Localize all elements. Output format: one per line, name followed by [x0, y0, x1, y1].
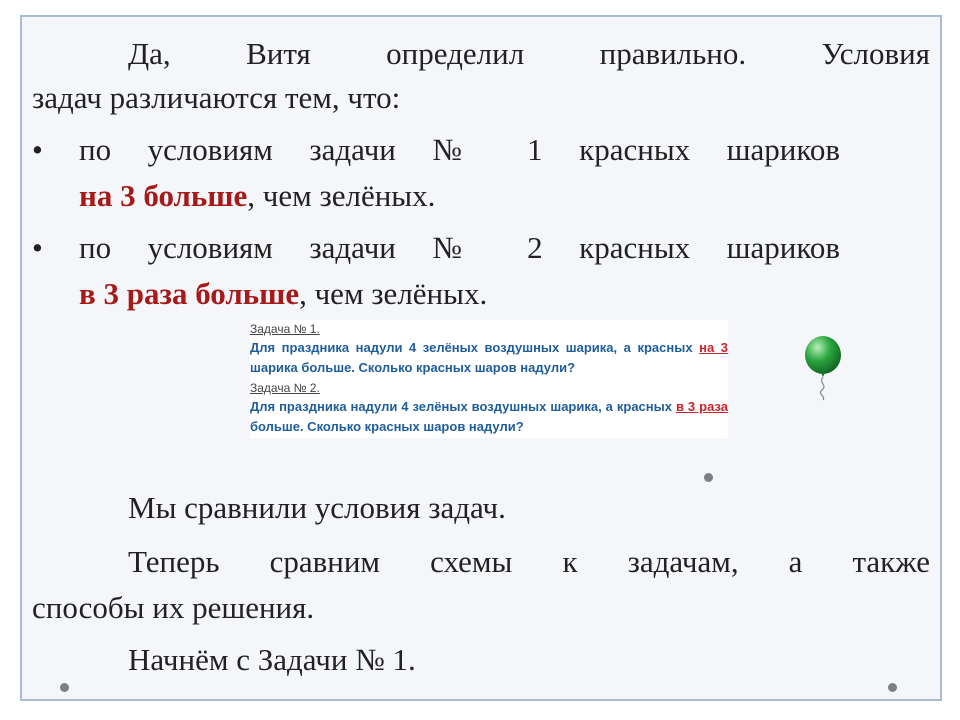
- decor-dot: [704, 473, 713, 482]
- task-2-text: [250, 397, 728, 436]
- task-2-red: в 3 раза: [675, 399, 728, 414]
- bullet-tail: , чем зелёных.: [247, 178, 436, 213]
- task-2-label: Задача № 2.: [250, 381, 320, 395]
- bullet-highlight: на 3 больше: [79, 178, 248, 213]
- bullet-text: по условиям задачи № 2 красных шариков: [79, 230, 840, 265]
- task-1-red: на 3: [699, 340, 728, 355]
- bullet-marker: •: [32, 230, 43, 265]
- bullet-highlight: в 3 раза больше: [79, 276, 300, 311]
- intro-line-1: Да, Витя определил правильно. Условия: [128, 36, 930, 71]
- task-1-after: шарика больше. Сколько красных шаров надули?: [250, 359, 576, 375]
- bullet-task-1: [32, 127, 840, 219]
- green-balloon-icon: [800, 335, 846, 401]
- slide-frame: [20, 15, 942, 701]
- decor-dot: [60, 683, 69, 692]
- decor-dot: [888, 683, 897, 692]
- task-1-label: Задача № 1.: [250, 322, 320, 336]
- task-excerpt: [250, 320, 728, 438]
- paragraph-start: Начнём с Задачи № 1.: [128, 642, 416, 677]
- intro-line-2: задач различаются тем, что:: [32, 80, 401, 115]
- paragraph-next-line-2: способы их решения.: [32, 590, 315, 625]
- task-2-after: больше. Сколько красных шаров надули?: [250, 418, 524, 434]
- paragraph-next-line-1: Теперь сравним схемы к задачам, а также: [128, 544, 930, 579]
- bullet-marker: •: [32, 132, 43, 167]
- bullet-tail: , чем зелёных.: [299, 276, 488, 311]
- bullet-text: по условиям задачи № 1 красных шариков: [79, 132, 840, 167]
- bullet-task-2: [32, 225, 840, 317]
- task-2-before: Для праздника надули 4 зелёных воздушных шарика, а красных: [250, 399, 672, 414]
- paragraph-compared: Мы сравнили условия задач.: [128, 490, 506, 525]
- task-1-text: [250, 338, 728, 377]
- task-1-before: Для праздника надули 4 зелёных воздушных шарика, а красных: [250, 340, 693, 355]
